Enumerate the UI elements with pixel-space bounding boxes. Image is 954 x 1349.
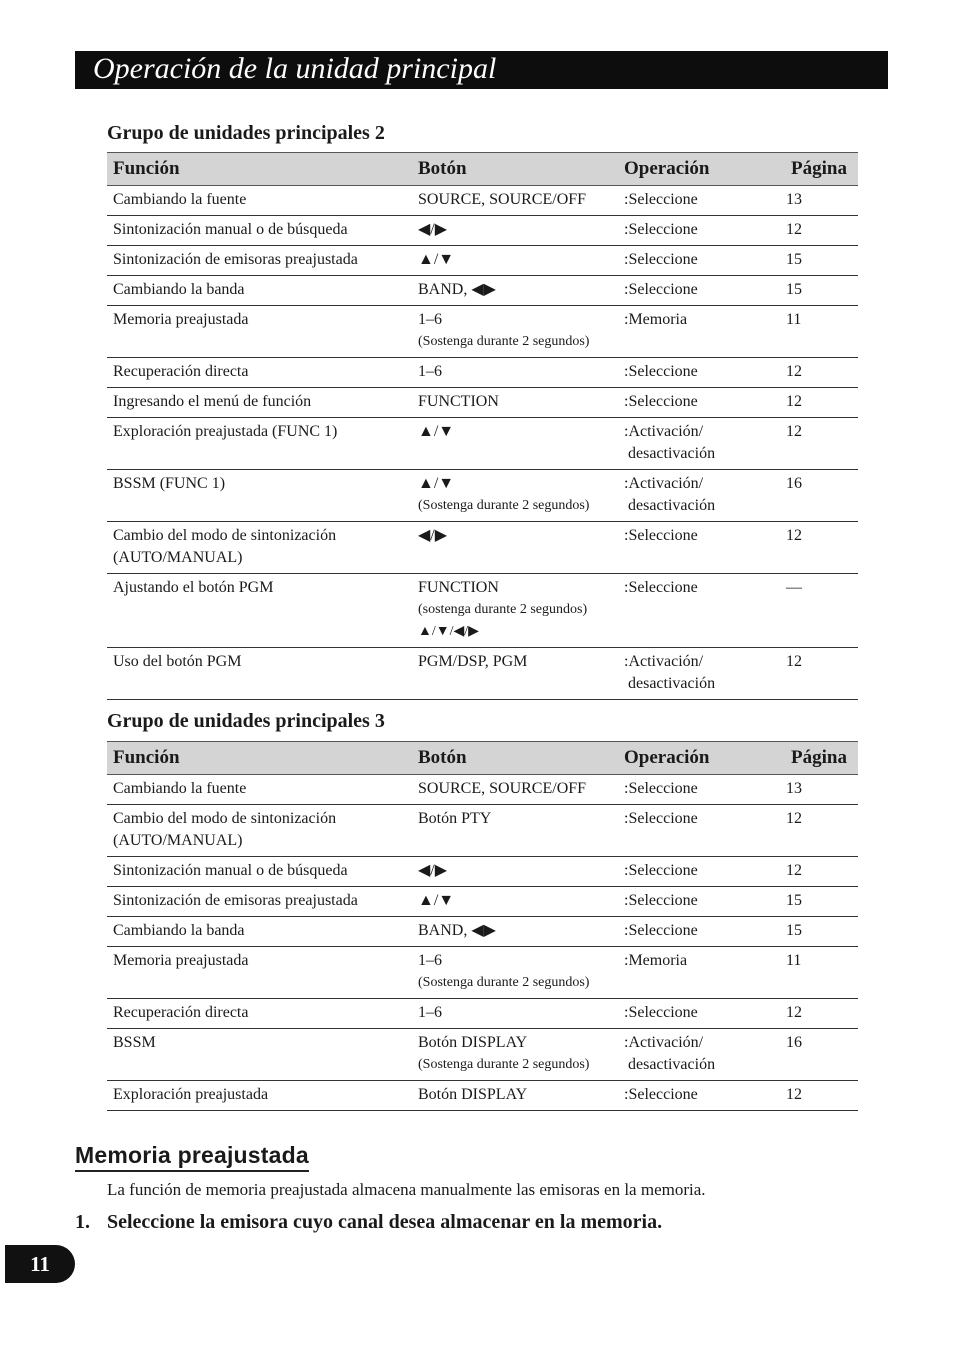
table-header-row bbox=[107, 742, 858, 775]
operacion-text: :Activación/ bbox=[624, 653, 704, 670]
table-row bbox=[107, 522, 858, 574]
cell-operacion bbox=[618, 917, 785, 947]
boton-subtext: (Sostenga durante 2 segundos) bbox=[418, 334, 590, 349]
group3-title: Grupo de unidades principales 3 bbox=[107, 710, 385, 732]
cell-pagina bbox=[785, 1029, 858, 1081]
table-row bbox=[107, 216, 858, 246]
cell-funcion bbox=[107, 857, 412, 887]
cell-boton bbox=[412, 857, 618, 887]
cell-boton bbox=[412, 1029, 618, 1081]
table-header-row bbox=[107, 153, 858, 186]
section-heading: Memoria preajustada bbox=[75, 1140, 309, 1172]
table-row bbox=[107, 276, 858, 306]
funcion-text: BSSM bbox=[113, 1034, 156, 1051]
cell-pagina bbox=[785, 574, 858, 648]
funcion-text: Sintonización manual o de búsqueda bbox=[113, 221, 348, 238]
boton-text: FUNCTION bbox=[418, 393, 499, 410]
operacion-text-2: desactivación bbox=[628, 497, 716, 514]
cell-operacion bbox=[618, 418, 785, 470]
cell-operacion bbox=[618, 470, 785, 522]
operacion-text: :Memoria bbox=[624, 952, 688, 969]
table-row bbox=[107, 857, 858, 887]
cell-funcion bbox=[107, 358, 412, 388]
funcion-text: Exploración preajustada bbox=[113, 1086, 269, 1103]
cell-boton bbox=[412, 306, 618, 358]
funcion-text: Cambiando la fuente bbox=[113, 191, 247, 208]
boton-text: 1–6 bbox=[418, 311, 442, 328]
cell-funcion bbox=[107, 1029, 412, 1081]
operacion-text: :Seleccione bbox=[624, 922, 698, 939]
pagina-text: 12 bbox=[786, 810, 802, 827]
table-row bbox=[107, 470, 858, 522]
pagina-text: 12 bbox=[786, 527, 802, 544]
cell-boton bbox=[412, 418, 618, 470]
cell-funcion bbox=[107, 917, 412, 947]
cell-funcion bbox=[107, 522, 412, 574]
cell-boton bbox=[412, 574, 618, 648]
pagina-text: 12 bbox=[786, 363, 802, 380]
operacion-text: :Seleccione bbox=[624, 251, 698, 268]
operacion-text: :Seleccione bbox=[624, 393, 698, 410]
funcion-text: Sintonización manual o de búsqueda bbox=[113, 862, 348, 879]
col-header-funcion: Función bbox=[107, 742, 412, 775]
boton-text-2: ▲/▼/◀/▶ bbox=[418, 624, 479, 639]
table-row bbox=[107, 805, 858, 857]
cell-pagina bbox=[785, 857, 858, 887]
step-1 bbox=[75, 1208, 662, 1236]
boton-text: ▲/▼ bbox=[418, 475, 455, 492]
pagina-text: 16 bbox=[786, 1034, 802, 1051]
table-row bbox=[107, 917, 858, 947]
pagina-text: 12 bbox=[786, 393, 802, 410]
pagina-text: 12 bbox=[786, 862, 802, 879]
boton-text: FUNCTION bbox=[418, 579, 499, 596]
funcion-text: Uso del botón PGM bbox=[113, 653, 242, 670]
table-row bbox=[107, 947, 858, 999]
cell-pagina bbox=[785, 648, 858, 700]
funcion-text: Sintonización de emisoras preajustada bbox=[113, 892, 358, 909]
operacion-text: :Seleccione bbox=[624, 363, 698, 380]
pagina-text: 11 bbox=[786, 952, 802, 969]
cell-boton bbox=[412, 246, 618, 276]
cell-operacion bbox=[618, 306, 785, 358]
cell-boton bbox=[412, 775, 618, 805]
funcion-text-2: (AUTO/MANUAL) bbox=[113, 549, 243, 566]
cell-pagina bbox=[785, 917, 858, 947]
funcion-text: Cambiando la fuente bbox=[113, 780, 247, 797]
pagina-text: 12 bbox=[786, 653, 802, 670]
table-row bbox=[107, 648, 858, 700]
boton-text: 1–6 bbox=[418, 1004, 442, 1021]
operacion-text: :Seleccione bbox=[624, 862, 698, 879]
cell-pagina bbox=[785, 522, 858, 574]
cell-funcion bbox=[107, 186, 412, 216]
group3-table bbox=[107, 741, 858, 1111]
boton-text: 1–6 bbox=[418, 363, 442, 380]
cell-boton bbox=[412, 522, 618, 574]
boton-text: BAND, ◀▶ bbox=[418, 281, 496, 298]
pagina-text: 13 bbox=[786, 780, 802, 797]
operacion-text-2: desactivación bbox=[628, 445, 716, 462]
cell-pagina bbox=[785, 358, 858, 388]
cell-funcion bbox=[107, 246, 412, 276]
boton-subtext: (Sostenga durante 2 segundos) bbox=[418, 1057, 590, 1072]
cell-operacion bbox=[618, 999, 785, 1029]
cell-pagina bbox=[785, 805, 858, 857]
boton-text: SOURCE, SOURCE/OFF bbox=[418, 780, 587, 797]
operacion-text-2: desactivación bbox=[628, 675, 716, 692]
page-title: Operación de la unidad principal bbox=[93, 52, 497, 85]
pagina-text: 12 bbox=[786, 423, 802, 440]
operacion-text: :Seleccione bbox=[624, 221, 698, 238]
page-number: 11 bbox=[30, 1251, 50, 1276]
boton-text: 1–6 bbox=[418, 952, 442, 969]
pagina-text: 12 bbox=[786, 1004, 802, 1021]
pagina-text: 15 bbox=[786, 922, 802, 939]
cell-boton bbox=[412, 947, 618, 999]
cell-pagina bbox=[785, 947, 858, 999]
operacion-text: :Seleccione bbox=[624, 281, 698, 298]
table-row bbox=[107, 306, 858, 358]
cell-pagina bbox=[785, 887, 858, 917]
page-number-tab bbox=[5, 1245, 75, 1283]
operacion-text: :Seleccione bbox=[624, 1086, 698, 1103]
cell-operacion bbox=[618, 276, 785, 306]
cell-operacion bbox=[618, 887, 785, 917]
table-row bbox=[107, 246, 858, 276]
group2-rows bbox=[107, 186, 858, 700]
cell-funcion bbox=[107, 574, 412, 648]
operacion-text: :Seleccione bbox=[624, 579, 698, 596]
boton-subtext: (Sostenga durante 2 segundos) bbox=[418, 498, 590, 513]
cell-operacion bbox=[618, 1029, 785, 1081]
funcion-text: Cambiando la banda bbox=[113, 922, 245, 939]
pagina-text: 15 bbox=[786, 281, 802, 298]
table-row bbox=[107, 1081, 858, 1111]
funcion-text: Memoria preajustada bbox=[113, 952, 249, 969]
table-row bbox=[107, 186, 858, 216]
cell-pagina bbox=[785, 1081, 858, 1111]
boton-text: ▲/▼ bbox=[418, 423, 455, 440]
cell-operacion bbox=[618, 522, 785, 574]
table-row bbox=[107, 358, 858, 388]
col-header-boton: Botón bbox=[412, 153, 618, 186]
operacion-text: :Activación/ bbox=[624, 1034, 704, 1051]
cell-boton bbox=[412, 917, 618, 947]
cell-pagina bbox=[785, 306, 858, 358]
cell-funcion bbox=[107, 470, 412, 522]
table-row bbox=[107, 887, 858, 917]
step-number: 1. bbox=[75, 1211, 90, 1233]
table-row bbox=[107, 775, 858, 805]
boton-text: ◀/▶ bbox=[418, 221, 448, 238]
col-header-operacion: Operación bbox=[618, 153, 785, 186]
cell-operacion bbox=[618, 857, 785, 887]
col-header-funcion: Función bbox=[107, 153, 412, 186]
col-header-pagina: Página bbox=[785, 153, 858, 186]
cell-operacion bbox=[618, 648, 785, 700]
cell-boton bbox=[412, 358, 618, 388]
table-row bbox=[107, 388, 858, 418]
cell-boton bbox=[412, 186, 618, 216]
group3-rows bbox=[107, 775, 858, 1111]
funcion-text: Ingresando el menú de función bbox=[113, 393, 312, 410]
cell-funcion bbox=[107, 306, 412, 358]
operacion-text: :Seleccione bbox=[624, 191, 698, 208]
cell-funcion bbox=[107, 216, 412, 246]
funcion-text: Cambio del modo de sintonización bbox=[113, 810, 337, 827]
operacion-text: :Seleccione bbox=[624, 527, 698, 544]
cell-boton bbox=[412, 276, 618, 306]
cell-boton bbox=[412, 1081, 618, 1111]
operacion-text: :Activación/ bbox=[624, 423, 704, 440]
cell-operacion bbox=[618, 186, 785, 216]
cell-pagina bbox=[785, 216, 858, 246]
cell-pagina bbox=[785, 418, 858, 470]
cell-funcion bbox=[107, 276, 412, 306]
funcion-text: Memoria preajustada bbox=[113, 311, 249, 328]
table-row bbox=[107, 999, 858, 1029]
pagina-text: 15 bbox=[786, 251, 802, 268]
table-row bbox=[107, 418, 858, 470]
boton-text: BAND, ◀▶ bbox=[418, 922, 496, 939]
cell-funcion bbox=[107, 388, 412, 418]
cell-pagina bbox=[785, 276, 858, 306]
funcion-text-2: (AUTO/MANUAL) bbox=[113, 832, 243, 849]
cell-pagina bbox=[785, 775, 858, 805]
operacion-text: :Seleccione bbox=[624, 892, 698, 909]
boton-text: ▲/▼ bbox=[418, 892, 455, 909]
operacion-text: :Activación/ bbox=[624, 475, 704, 492]
operacion-text: :Seleccione bbox=[624, 810, 698, 827]
boton-subtext: (sostenga durante 2 segundos) bbox=[418, 602, 588, 617]
cell-operacion bbox=[618, 216, 785, 246]
col-header-operacion: Operación bbox=[618, 742, 785, 775]
cell-boton bbox=[412, 887, 618, 917]
cell-funcion bbox=[107, 887, 412, 917]
boton-text: Botón DISPLAY bbox=[418, 1086, 528, 1103]
cell-boton bbox=[412, 470, 618, 522]
cell-operacion bbox=[618, 388, 785, 418]
boton-subtext: (Sostenga durante 2 segundos) bbox=[418, 975, 590, 990]
cell-pagina bbox=[785, 999, 858, 1029]
cell-pagina bbox=[785, 246, 858, 276]
cell-operacion bbox=[618, 775, 785, 805]
funcion-text: BSSM (FUNC 1) bbox=[113, 475, 226, 492]
cell-operacion bbox=[618, 574, 785, 648]
cell-operacion bbox=[618, 1081, 785, 1111]
cell-pagina bbox=[785, 388, 858, 418]
cell-operacion bbox=[618, 805, 785, 857]
cell-pagina bbox=[785, 186, 858, 216]
funcion-text: Recuperación directa bbox=[113, 363, 249, 380]
boton-text: ◀/▶ bbox=[418, 527, 448, 544]
col-header-boton: Botón bbox=[412, 742, 618, 775]
cell-boton bbox=[412, 648, 618, 700]
cell-boton bbox=[412, 216, 618, 246]
cell-boton bbox=[412, 805, 618, 857]
boton-text: SOURCE, SOURCE/OFF bbox=[418, 191, 587, 208]
pagina-text: 12 bbox=[786, 221, 802, 238]
cell-boton bbox=[412, 999, 618, 1029]
cell-funcion bbox=[107, 947, 412, 999]
funcion-text: Ajustando el botón PGM bbox=[113, 579, 274, 596]
operacion-text: :Seleccione bbox=[624, 780, 698, 797]
table-row bbox=[107, 1029, 858, 1081]
funcion-text: Cambio del modo de sintonización bbox=[113, 527, 337, 544]
pagina-text: 11 bbox=[786, 311, 802, 328]
funcion-text: Recuperación directa bbox=[113, 1004, 249, 1021]
boton-text: PGM/DSP, PGM bbox=[418, 653, 528, 670]
operacion-text: :Seleccione bbox=[624, 1004, 698, 1021]
cell-operacion bbox=[618, 358, 785, 388]
group2-title: Grupo de unidades principales 2 bbox=[107, 122, 385, 144]
cell-funcion bbox=[107, 805, 412, 857]
step-text: Seleccione la emisora cuyo canal desea almacenar en la memoria. bbox=[107, 1211, 663, 1233]
group2-table bbox=[107, 152, 858, 700]
col-header-pagina: Página bbox=[785, 742, 858, 775]
operacion-text-2: desactivación bbox=[628, 1056, 716, 1073]
pagina-text: 16 bbox=[786, 475, 802, 492]
cell-funcion bbox=[107, 1081, 412, 1111]
table-row bbox=[107, 574, 858, 648]
funcion-text: Exploración preajustada (FUNC 1) bbox=[113, 423, 338, 440]
pagina-text: 15 bbox=[786, 892, 802, 909]
operacion-text: :Memoria bbox=[624, 311, 688, 328]
cell-funcion bbox=[107, 775, 412, 805]
cell-operacion bbox=[618, 246, 785, 276]
section-body: La función de memoria preajustada almacena manualmente las emisoras en la memoria. bbox=[107, 1180, 706, 1199]
boton-text: Botón DISPLAY bbox=[418, 1034, 528, 1051]
pagina-text: — bbox=[786, 579, 802, 596]
cell-funcion bbox=[107, 418, 412, 470]
funcion-text: Sintonización de emisoras preajustada bbox=[113, 251, 358, 268]
boton-text: ◀/▶ bbox=[418, 862, 448, 879]
boton-text: Botón PTY bbox=[418, 810, 492, 827]
page-title-bar bbox=[75, 51, 888, 89]
cell-operacion bbox=[618, 947, 785, 999]
boton-text: ▲/▼ bbox=[418, 251, 455, 268]
cell-funcion bbox=[107, 648, 412, 700]
cell-boton bbox=[412, 388, 618, 418]
funcion-text: Cambiando la banda bbox=[113, 281, 245, 298]
pagina-text: 13 bbox=[786, 191, 802, 208]
cell-pagina bbox=[785, 470, 858, 522]
cell-funcion bbox=[107, 999, 412, 1029]
pagina-text: 12 bbox=[786, 1086, 802, 1103]
